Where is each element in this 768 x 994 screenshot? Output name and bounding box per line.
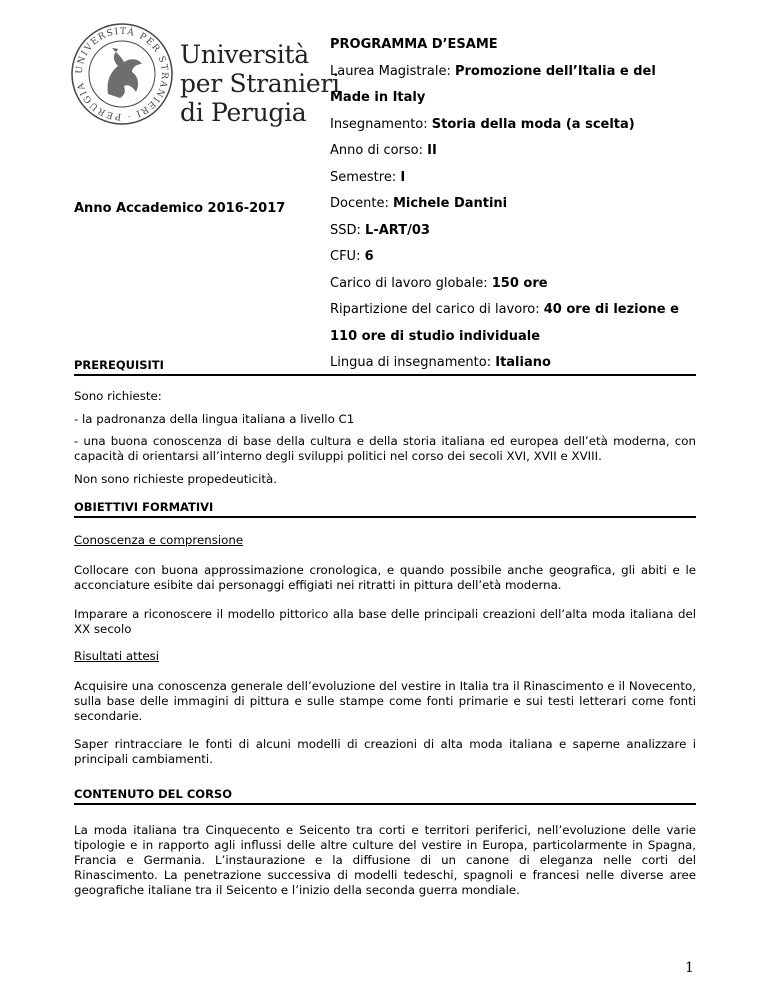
info-row-ripartizione — [330, 297, 710, 324]
document-body — [74, 358, 696, 898]
info-row-semestre — [330, 165, 710, 192]
info-value: 150 ore — [491, 275, 548, 291]
info-row-laurea-cont — [330, 85, 710, 112]
section-heading-prerequisiti: PREREQUISITI — [74, 358, 696, 376]
subheading-risultati: Risultati attesi — [74, 649, 160, 663]
info-label: Carico di lavoro globale: — [330, 275, 492, 291]
info-value: L-ART/03 — [365, 222, 430, 238]
info-row-docente — [330, 191, 710, 218]
section-heading-contenuto: CONTENUTO DEL CORSO — [74, 787, 696, 805]
info-value: Made in Italy — [330, 90, 426, 105]
info-value: II — [427, 143, 437, 158]
info-value: 110 ore di studio individuale — [330, 328, 541, 344]
seal-text: UNIVERSITÀ PER STRANIERI · PERUGIA — [74, 26, 170, 122]
paragraph: Saper rintracciare le fonti di alcuni modelli di creazioni di alta moda italiana e saperne analizzare i principali cambiamenti. — [74, 737, 696, 766]
info-value: 6 — [364, 249, 374, 264]
paragraph: Non sono richieste propedeuticità. — [74, 472, 278, 486]
info-value: Promozione dell’Italia e del — [454, 63, 656, 79]
info-label: Lingua di insegnamento: — [330, 355, 496, 370]
info-label: Anno di corso: — [330, 143, 428, 158]
info-label: CFU: — [330, 249, 365, 264]
paragraph: Sono richieste: — [74, 389, 162, 403]
subheading-conoscenza: Conoscenza e comprensione — [74, 533, 244, 547]
program-info — [330, 32, 710, 377]
info-label: Docente: — [330, 196, 393, 211]
paragraph: Imparare a riconoscere il modello pittorico alla base delle principali creazioni dell’alta moda italiana del XX secolo — [74, 607, 696, 636]
university-name — [180, 40, 340, 127]
info-row-laurea — [330, 59, 710, 86]
seal-icon — [70, 22, 174, 126]
info-label: Semestre: — [330, 169, 401, 185]
info-row-anno-corso — [330, 138, 710, 165]
info-row-ssd — [330, 218, 710, 245]
info-row-carico — [330, 271, 710, 298]
paragraph: La moda italiana tra Cinquecento e Seicento tra corti e territori periferici, nell’evoluzione delle varie tipologie e in rapporto agli influssi delle altre culture del vestire in Europa, particolarmente in Spagna, Francia e Germania. L’instaurazione e la diffusione di un canone di eleganza nelle corti del Rinascimento. La penetrazione successiva di modelli tedeschi, spagnoli e francesi nelle diverse aree geografiche italiane tra il Seicento e l’inizio della seconda guerra mondiale. — [74, 823, 696, 897]
program-title: PROGRAMMA D’ESAME — [330, 37, 498, 52]
info-value: Storia della moda (a scelta) — [431, 116, 635, 132]
info-value: 40 ore di lezione e — [543, 302, 679, 317]
page-number: 1 — [685, 960, 694, 976]
info-row-ripartizione-cont — [330, 324, 710, 351]
section-heading-obiettivi: OBIETTIVI FORMATIVI — [74, 500, 696, 518]
info-value: Michele Dantini — [392, 196, 508, 211]
info-label: Ripartizione del carico di lavoro: — [330, 302, 544, 317]
anno-accademico: Anno Accademico 2016-2017 — [74, 201, 286, 216]
info-label: SSD: — [330, 222, 366, 238]
paragraph: Acquisire una conoscenza generale dell’evoluzione del vestire in Italia tra il Rinascimento e il Novecento, sulla base delle immagini di pittura e sulle stampe come fonti primarie e sui testi letterari come fonti secondarie. — [74, 679, 696, 723]
university-logo — [70, 22, 340, 132]
info-value: Italiano — [495, 355, 551, 370]
university-name-line-3: di Perugia — [180, 98, 307, 127]
info-label: Insegnamento: — [330, 116, 432, 132]
info-row-cfu — [330, 244, 710, 271]
university-name-line-1: Università — [180, 40, 309, 69]
university-name-line-2: per Stranieri — [180, 69, 340, 98]
info-value: I — [400, 169, 406, 185]
paragraph: Collocare con buona approssimazione cronologica, e quando possibile anche geografica, gli abiti e le acconciature esibite dai personaggi effigiati nei ritratti in pittura dell’età moderna. — [74, 563, 696, 592]
info-label: Laurea Magistrale: — [330, 63, 455, 79]
paragraph: - la padronanza della lingua italiana a livello C1 — [74, 412, 355, 426]
info-row-insegnamento — [330, 112, 710, 139]
paragraph: - una buona conoscenza di base della cultura e della storia italiana ed europea dell’età moderna, con capacità di orientarsi all’interno degli sviluppi politici nel corso dei secoli XVI, XVII e XVIII. — [74, 434, 696, 463]
